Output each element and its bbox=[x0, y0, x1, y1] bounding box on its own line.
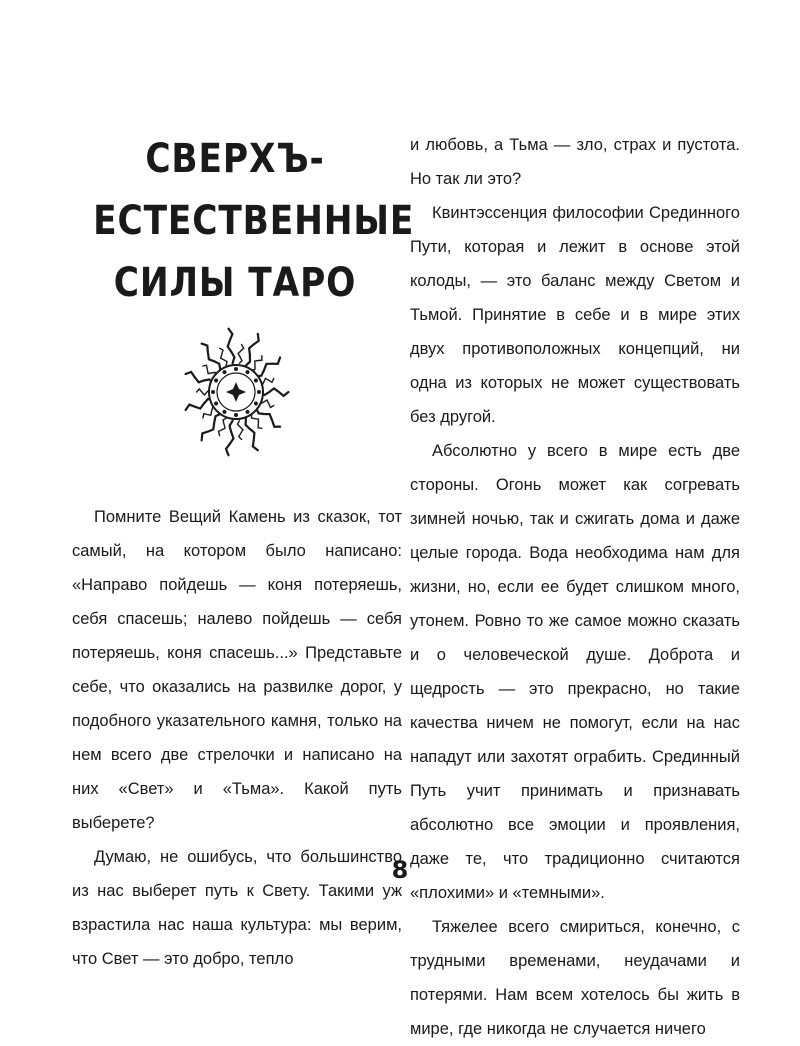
paragraph: Помните Вещий Камень из сказок, тот самый, на котором было написано: «Направо пойдешь — коня потеряешь, себя спасешь; налево пойдешь — себя потеряешь, коня спасешь...» Представьте себе, что оказались на развилке дорог, у подобного указательного камня, только на нем всего две стрелочки и написано на них «Свет» и «Тьма». Какой путь выберете? bbox=[72, 508, 402, 832]
chapter-title bbox=[93, 128, 415, 314]
sun-ray bbox=[219, 418, 227, 435]
zodiac-mark bbox=[234, 367, 238, 371]
zodiac-mark bbox=[214, 402, 218, 406]
sun-ray bbox=[252, 414, 262, 428]
chapter-title-line: СВЕРХЪ- bbox=[145, 136, 325, 182]
sun-ray bbox=[246, 418, 258, 450]
paragraph: и любовь, а Тьма — зло, страх и пустота. Но так ли это? bbox=[410, 136, 740, 188]
sun-ray bbox=[226, 421, 234, 456]
zodiac-mark bbox=[214, 379, 218, 383]
sun-ray bbox=[220, 348, 228, 365]
sun-ray bbox=[260, 388, 289, 396]
sun-ray bbox=[238, 421, 243, 440]
zodiac-mark bbox=[254, 402, 258, 406]
left-text-column bbox=[72, 500, 402, 976]
zodiac-mark bbox=[254, 379, 258, 383]
right-text-column bbox=[410, 128, 740, 1046]
chapter-title-line: ЕСТЕСТВЕННЫЕ bbox=[93, 198, 415, 244]
sun-icon bbox=[178, 318, 294, 466]
sun-ray bbox=[256, 408, 280, 427]
paragraph: Квинтэссенция философии Срединного Пути, которая и лежит в основе этой колоды, — это баланс между Светом и Тьмой. Принятие в себе и в мире этих двух противоположных концепций, ни одна из которых не может существовать без другой. bbox=[410, 204, 740, 426]
zodiac-mark bbox=[223, 410, 227, 414]
chapter-title-line: СИЛЫ ТАРО bbox=[113, 260, 357, 306]
sun-ray bbox=[202, 414, 221, 441]
zodiac-mark bbox=[223, 370, 227, 374]
paragraph: Тяжелее всего смириться, конечно, с трудными временами, неудачами и потерями. Нам всем хотелось бы жить в мире, где никогда не случается ничего bbox=[410, 918, 740, 1038]
sun-ray bbox=[186, 399, 214, 410]
sun-ray bbox=[238, 345, 244, 364]
paragraph: Думаю, не ошибусь, что большинство из нас выберет путь к Свету. Такими уж взрастила нас наша культура: мы верим, что Свет — это добро, тепло bbox=[72, 848, 402, 968]
sun-ray bbox=[252, 356, 262, 370]
zodiac-mark bbox=[246, 410, 250, 414]
sun-ray bbox=[228, 329, 235, 364]
zodiac-mark bbox=[211, 390, 215, 394]
page-number: 8 bbox=[391, 856, 409, 884]
zodiac-mark bbox=[246, 370, 250, 374]
zodiac-mark bbox=[257, 390, 261, 394]
paragraph: Абсолютно у всего в мире есть две стороны. Огонь может как согревать зимней ночью, так и сжигать дома и даже целые города. Вода необходима нам для жизни, но, если ее будет слишком много, утонем. Ровно то же самое можно сказать и о человеческой душе. Доброта и щедрость — это прекрасно, но такие качества ничем не помогут, если на нас нападут или захотят ограбить. Срединный Путь учит принимать и признавать абсолютно все эмоции и проявления, даже те, что традиционно считаются «плохими» и «темными». bbox=[410, 442, 740, 902]
zodiac-mark bbox=[234, 413, 238, 417]
